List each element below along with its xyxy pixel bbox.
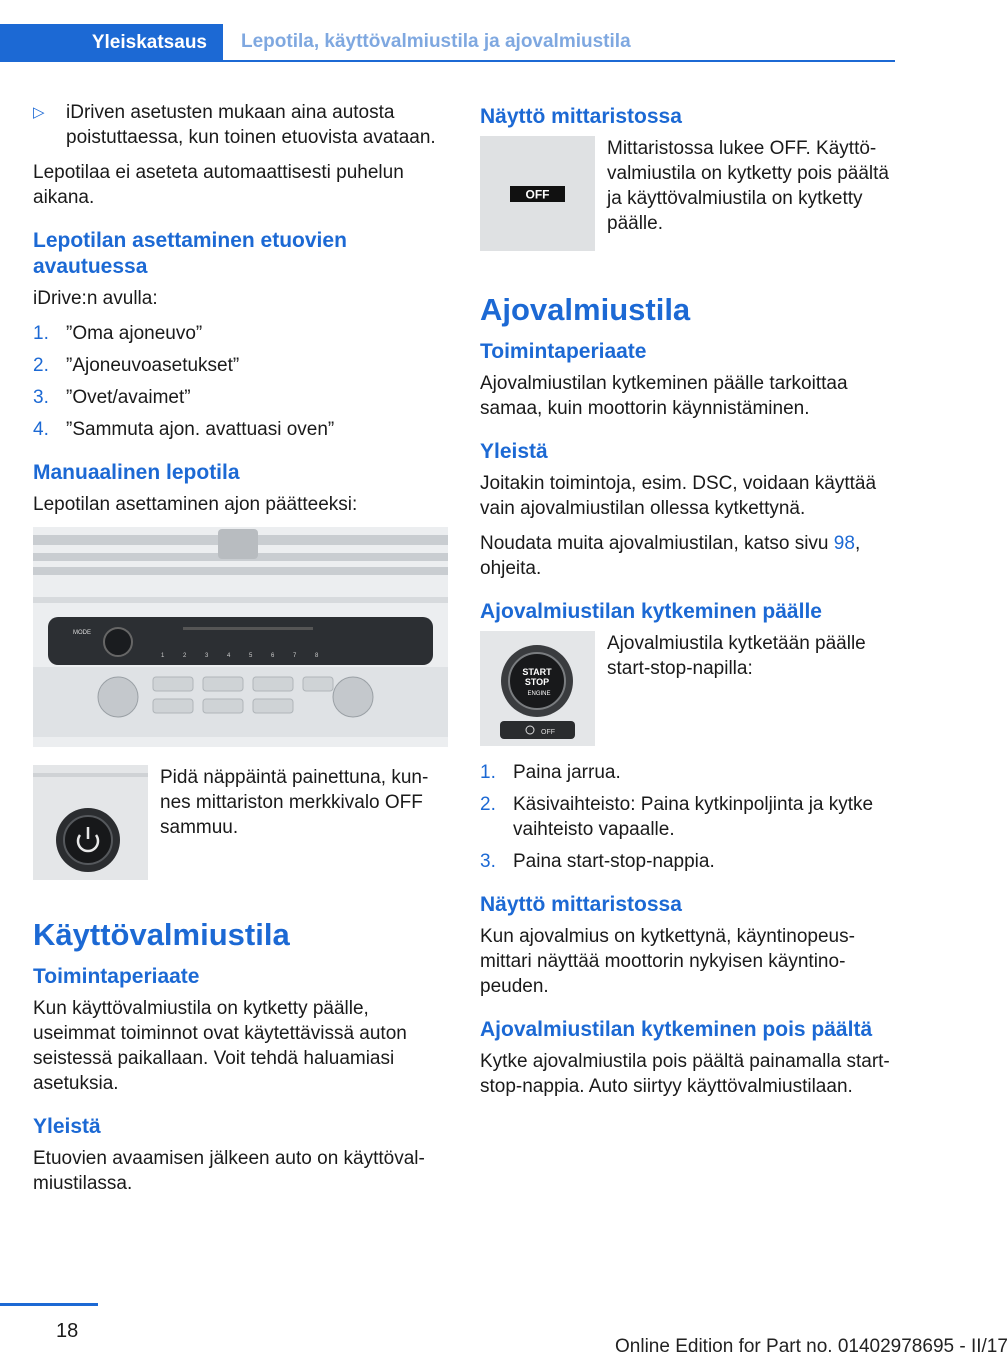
preset-number: 6	[271, 653, 275, 659]
off-label: OFF	[525, 187, 550, 202]
svg-text:START: START	[522, 667, 552, 677]
list-item: 1. Paina jarrua.	[480, 762, 621, 783]
heading-toimintaperiaate: Toimintaperiaate	[480, 340, 647, 363]
heading-toimintaperiaate: Toimintaperiaate	[33, 965, 200, 988]
preset-number: 8	[315, 653, 319, 659]
paragraph: Ajovalmiustilan kytkeminen päälle tarkoittaa samaa, kuin moottorin käynnistäminen.	[480, 373, 848, 419]
start-stop-figure	[480, 631, 900, 746]
preset-number: 4	[227, 653, 231, 659]
preset-number: 2	[183, 653, 187, 659]
power-button-figure	[33, 765, 448, 880]
list-item: 3. Paina start-stop-nappia.	[480, 851, 715, 872]
start-stop-image	[480, 631, 595, 746]
page-link[interactable]: 98	[833, 533, 855, 554]
paragraph: Lepotilaa ei aseteta automaattisesti puhelun aikana.	[33, 162, 404, 208]
heading-naytto-mittaristossa-2: Näyttö mittaristossa	[480, 893, 682, 916]
paragraph: Noudata muita ajovalmiustilan, katso sivu 98, ohjeita.	[480, 533, 861, 579]
page-number: 18	[56, 1320, 79, 1342]
list-item: 3. ”Ovet/avaimet”	[33, 387, 191, 408]
list-item: 4. ”Sammuta ajon. avattuasi oven”	[33, 419, 335, 440]
svg-text:OFF: OFF	[541, 729, 555, 736]
left-column	[33, 100, 448, 1206]
list-item: 2. ”Ajoneuvoasetukset”	[33, 355, 240, 376]
page-header	[0, 24, 895, 62]
paragraph: Joitakin toimintoja, esim. DSC, voidaan käyttää vain ajovalmiustilan ollessa kytkettynä.	[480, 473, 877, 519]
triangle-bullet-icon: ▷	[33, 104, 45, 121]
heading-kytkeminen-pois: Ajovalmiustilan kytkeminen pois päältä	[480, 1018, 873, 1041]
tab-yleiskatsaus[interactable]: Yleiskatsaus	[0, 24, 223, 62]
paragraph: Etuovien avaamisen jälkeen auto on käyttövalmiustilassa.	[33, 1148, 425, 1194]
bullet-text: iDriven asetusten mukaan aina autosta poistuttaessa, kun toinen etuovista avataan.	[66, 102, 436, 148]
preset-number: 3	[205, 653, 209, 659]
preset-number: 5	[249, 653, 253, 659]
heading-yleista: Yleistä	[33, 1115, 101, 1138]
power-button-image	[33, 765, 148, 880]
heading-ajovalmiustila: Ajovalmiustila	[480, 292, 691, 327]
preset-number: 7	[293, 653, 297, 659]
paragraph: iDrive:n avulla:	[33, 288, 158, 309]
svg-text:ENGINE: ENGINE	[527, 691, 551, 697]
svg-text:STOP: STOP	[524, 677, 550, 687]
list-item: 2. Käsivaihteisto: Paina kytkinpoljinta ja kytke vaihteisto vapaalle.	[480, 794, 874, 840]
radio-panel-image	[33, 527, 448, 747]
paragraph: Kun käyttövalmiustila on kytketty päälle, useimmat toiminnot ovat käytettävissä auton seistessä paikallaan. Voit tehdä haluamiasi asetuksia.	[33, 998, 407, 1094]
right-column	[480, 104, 900, 1109]
list-item: 1. ”Oma ajoneuvo”	[33, 323, 203, 344]
paragraph: Kytke ajovalmiustila pois päältä painamalla start-stop-nappia. Auto siirtyy käyttövalmiustilaan.	[480, 1051, 890, 1097]
heading-kayttovalmiustila: Käyttövalmiustila	[33, 917, 290, 952]
paragraph: Kun ajovalmius on kytkettynä, käyntinopeusmittari näyttää moottorin nykyisen käyntinopeuden.	[480, 926, 855, 997]
idrive-steps	[33, 321, 448, 442]
off-display-caption: Mittaristossa lukee OFF. Käyttövalmiustila on kytketty pois päältä ja käyttövalmiustila on kytketty päälle.	[607, 138, 889, 234]
off-display-image	[480, 136, 595, 251]
power-button-caption: Pidä näppäintä painettuna, kunnes mittariston merkkivalo OFF sammuu.	[160, 767, 429, 838]
off-display-figure	[480, 136, 900, 251]
bullet-item	[33, 100, 448, 150]
heading-kytkeminen-paalle: Ajovalmiustilan kytkeminen päälle	[480, 600, 822, 623]
edition-text: Online Edition for Part no. 01402978695 - II/17	[615, 1336, 1008, 1357]
footer-accent-line	[0, 1303, 98, 1306]
heading-manuaalinen: Manuaalinen lepotila	[33, 461, 240, 484]
heading-naytto-mittaristossa: Näyttö mittaristossa	[480, 105, 682, 128]
paragraph: Lepotilan asettaminen ajon päätteeksi:	[33, 494, 358, 515]
start-steps	[480, 760, 900, 874]
start-stop-caption: Ajovalmiustila kytketään päälle start-stop-napilla:	[607, 633, 866, 679]
tab-lepotila[interactable]: Lepotila, käyttövalmiustila ja ajovalmiustila	[223, 24, 895, 62]
preset-number: 1	[161, 653, 165, 659]
mode-label: MODE	[73, 630, 91, 636]
heading-lepotila-etuovien: Lepotilan asettaminen etuovien avautuessa	[33, 229, 347, 278]
heading-yleista: Yleistä	[480, 440, 548, 463]
